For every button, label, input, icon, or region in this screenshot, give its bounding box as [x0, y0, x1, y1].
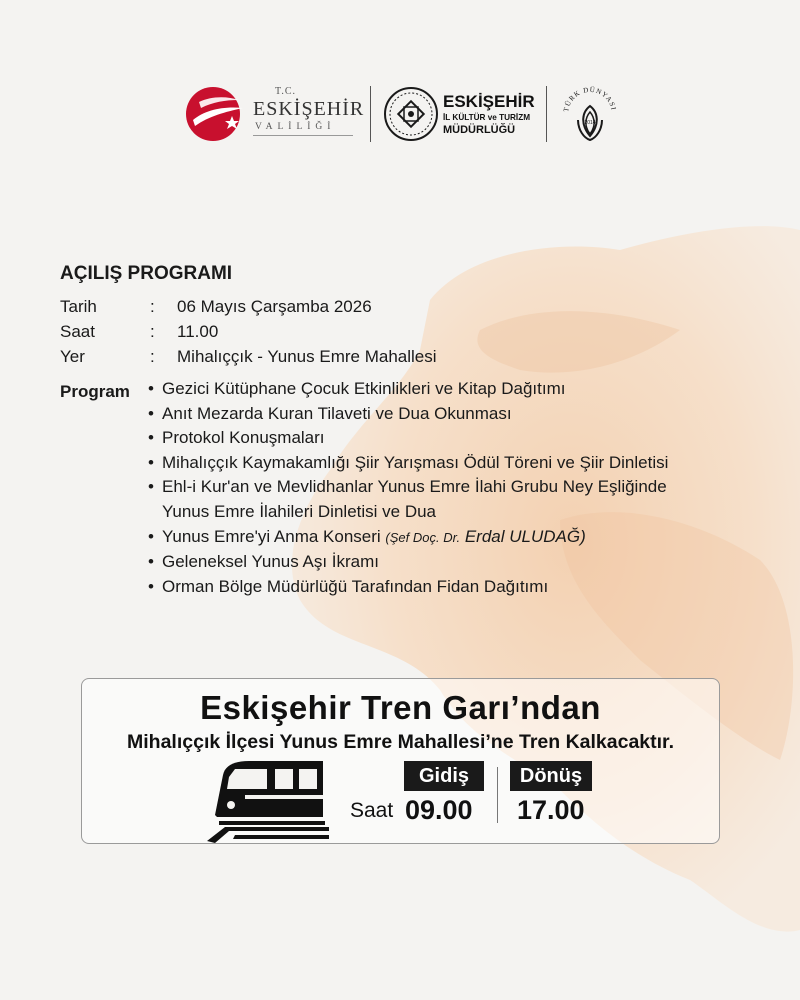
info-colon: :	[150, 322, 155, 341]
program-item-text: Orman Bölge Müdürlüğü Tarafından Fidan Dağıtımı	[162, 576, 549, 596]
bullet: •	[148, 452, 154, 472]
program-item	[148, 377, 788, 402]
info-value: Mihalıççık - Yunus Emre Mahallesi	[177, 347, 437, 366]
svg-text:TÜRK DÜNYASI VAKFI	[560, 82, 618, 114]
train-icon	[205, 755, 335, 843]
bullet: •	[148, 576, 154, 596]
program-item	[148, 475, 788, 524]
program-item	[148, 402, 788, 427]
kultur-line2-text: İL KÜLTÜR ve TURİZM	[443, 113, 531, 122]
program-item-text: Ehl-i Kur'an ve Mevlidhanlar Yunus Emre İlahi Grubu Ney Eşliğinde	[162, 477, 667, 497]
valilik-logo	[185, 86, 365, 142]
info-label: Saat	[60, 322, 95, 341]
train-title: Eskişehir Tren Garı’ndan	[200, 689, 601, 726]
program-item	[148, 550, 788, 575]
logo-bar	[0, 82, 800, 146]
bullet: •	[148, 552, 154, 572]
valilik-logo-icon	[185, 86, 247, 142]
chef-name: Erdal ULUDAĞ)	[464, 526, 586, 546]
bullet: •	[148, 428, 154, 448]
valilik-underline	[253, 135, 353, 136]
info-value: 11.00	[177, 322, 219, 341]
bullet: •	[148, 403, 154, 423]
train-subtitle: Mihalıççık İlçesi Yunus Emre Mahallesi’ne Tren Kalkacaktır.	[127, 731, 674, 753]
info-colon: :	[150, 347, 155, 366]
kultur-title-text: ESKİŞEHİR	[443, 92, 535, 111]
valilik-city-text: ESKİŞEHİR	[253, 98, 365, 120]
donus-badge: Dönüş	[510, 761, 592, 791]
vakif-arc-text: TÜRK DÜNYASI	[562, 85, 618, 113]
bullet: •	[148, 526, 154, 546]
program-item-text: Mihalıççık Kaymakamlığı Şiir Yarışması Ödül Töreni ve Şiir Dinletisi	[162, 452, 669, 472]
program-item-text: Anıt Mezarda Kuran Tilaveti ve Dua Okunması	[162, 403, 512, 423]
program-item-text: Protokol Konuşmaları	[162, 428, 325, 448]
program-item-text: Yunus Emre'yi Anma Konseri	[162, 526, 381, 546]
program-item-text: Gezici Kütüphane Çocuk Etkinlikleri ve Kitap Dağıtımı	[162, 379, 566, 398]
valilik-sub-text: VALİLİĞİ	[255, 122, 336, 132]
saat-label: Saat	[350, 799, 394, 822]
time-divider	[497, 767, 498, 823]
vakif-year-text: 2014	[584, 120, 596, 126]
valilik-tc-text: T.C.	[275, 86, 297, 97]
program-label: Program	[60, 382, 130, 401]
kultur-logo-icon	[383, 86, 439, 142]
info-label: Yer	[60, 347, 85, 366]
info-colon: :	[150, 297, 155, 316]
gidis-badge: Gidiş	[404, 761, 484, 791]
donus-time: 17.00	[517, 795, 585, 825]
program-item-text-cont: Yunus Emre İlahileri Dinletisi ve Dua	[162, 501, 437, 521]
train-info-box	[81, 678, 720, 844]
kultur-logo	[383, 84, 543, 144]
program-list	[148, 377, 788, 599]
bullet: •	[148, 477, 154, 497]
logo-divider	[546, 86, 547, 142]
program-item	[148, 525, 788, 551]
gidis-time: 09.00	[405, 795, 473, 825]
info-value: 06 Mayıs Çarşamba 2026	[177, 297, 372, 316]
program-item	[148, 575, 788, 600]
program-item	[148, 451, 788, 476]
kultur-line3-text: MÜDÜRLÜĞÜ	[443, 124, 516, 136]
program-item-text: Geleneksel Yunus Aşı İkramı	[162, 552, 380, 572]
vakif-logo	[560, 82, 620, 146]
info-label: Tarih	[60, 297, 97, 316]
logo-divider	[370, 86, 371, 142]
vakif-tulip-icon	[560, 82, 620, 146]
program-heading: AÇILIŞ PROGRAMI	[60, 263, 233, 284]
bullet: •	[148, 379, 154, 398]
chef-prefix: (Şef Doç. Dr.	[385, 529, 461, 545]
program-item	[148, 426, 788, 451]
